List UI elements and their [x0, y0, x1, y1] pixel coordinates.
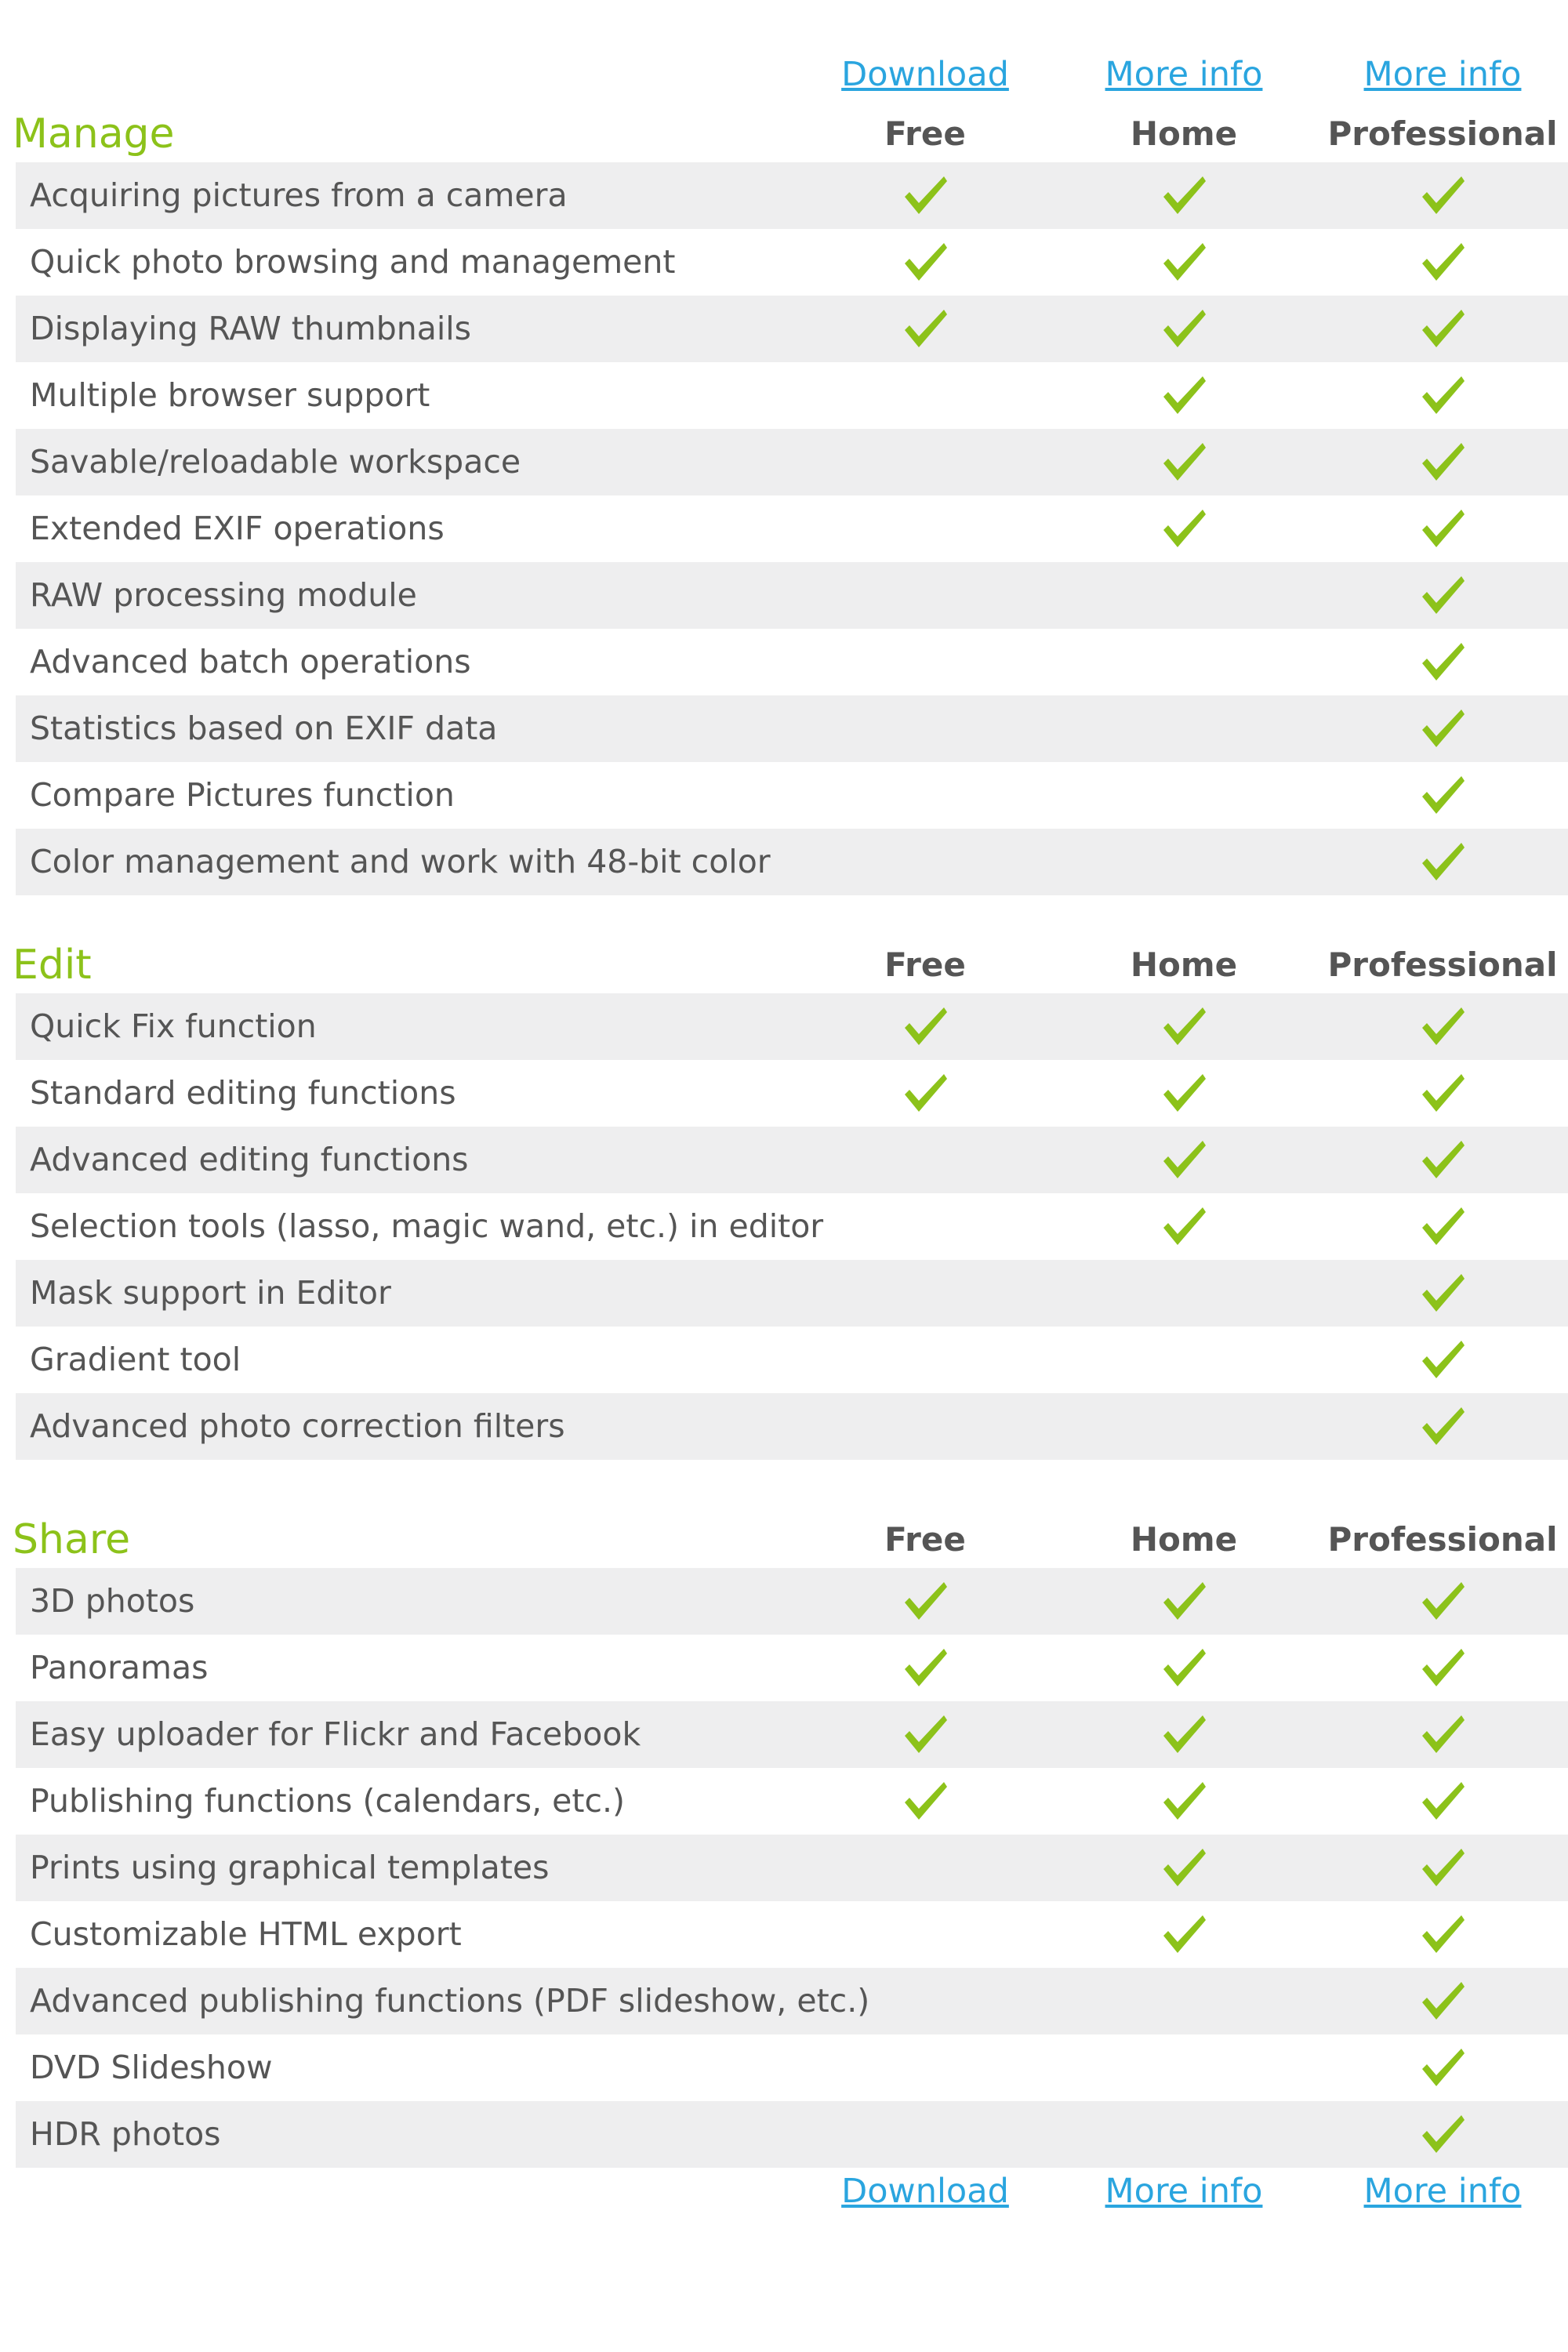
feature-label: Publishing functions (calendars, etc.): [30, 1782, 626, 1820]
cell-free: [792, 1327, 1058, 1393]
checkmark-icon: [1419, 1912, 1466, 1956]
checkmark-icon: [1419, 1712, 1466, 1756]
cell-professional: [1309, 1327, 1568, 1393]
cell-free: [792, 1901, 1058, 1968]
feature-label: Advanced editing functions: [30, 1141, 469, 1178]
table-row: [16, 1835, 1568, 1901]
checkmark-icon: [902, 240, 949, 284]
cell-professional: [1309, 429, 1568, 495]
cell-home: [1051, 629, 1317, 695]
checkmark-icon: [1160, 1204, 1207, 1248]
column-header-professional: Professional: [1327, 114, 1558, 153]
table-row: [16, 296, 1568, 362]
feature-rows: [16, 1568, 1568, 2168]
cell-professional: [1309, 362, 1568, 429]
checkmark-icon: [1160, 1646, 1207, 1690]
feature-label: Savable/reloadable workspace: [30, 443, 521, 481]
cell-free: [792, 362, 1058, 429]
cell-home: [1051, 1193, 1317, 1260]
checkmark-icon: [1419, 773, 1466, 817]
checkmark-icon: [1419, 1138, 1466, 1181]
section-header: [0, 106, 1568, 162]
checkmark-icon: [1419, 640, 1466, 684]
cell-professional: [1309, 762, 1568, 829]
checkmark-icon: [1160, 1779, 1207, 1823]
checkmark-icon: [1160, 506, 1207, 550]
checkmark-icon: [1160, 1004, 1207, 1048]
table-row: [16, 1701, 1568, 1768]
feature-label: Acquiring pictures from a camera: [30, 176, 568, 214]
cell-free: [792, 229, 1058, 296]
cell-home: [1051, 1968, 1317, 2034]
table-row: [16, 362, 1568, 429]
checkmark-icon: [1160, 1912, 1207, 1956]
feature-label: HDR photos: [30, 2115, 221, 2153]
checkmark-icon: [1160, 307, 1207, 350]
top-links-row: [0, 47, 1568, 102]
cell-home: [1051, 1835, 1317, 1901]
checkmark-icon: [1160, 1846, 1207, 1889]
table-row: [16, 695, 1568, 762]
cell-home: [1051, 1901, 1317, 1968]
checkmark-icon: [1160, 240, 1207, 284]
cell-home: [1051, 296, 1317, 362]
section-title: Edit: [13, 942, 92, 989]
table-row: [16, 1393, 1568, 1460]
cell-free: [792, 1193, 1058, 1260]
table-row: [16, 2101, 1568, 2168]
feature-label: Gradient tool: [30, 1341, 241, 1378]
cell-free: [792, 695, 1058, 762]
checkmark-icon: [1419, 2112, 1466, 2156]
table-row: [16, 1635, 1568, 1701]
feature-label: Panoramas: [30, 1649, 209, 1686]
checkmark-icon: [1419, 1071, 1466, 1115]
feature-label: Statistics based on EXIF data: [30, 710, 498, 747]
section-title: Share: [13, 1516, 131, 1563]
cell-professional: [1309, 1968, 1568, 2034]
cell-free: [792, 1768, 1058, 1835]
cell-home: [1051, 1060, 1317, 1127]
checkmark-icon: [1419, 2045, 1466, 2089]
checkmark-icon: [1419, 573, 1466, 617]
cell-home: [1051, 1768, 1317, 1835]
cell-professional: [1309, 629, 1568, 695]
checkmark-icon: [1419, 1979, 1466, 2023]
table-row: [16, 429, 1568, 495]
column-header-free: Free: [884, 114, 966, 153]
cell-home: [1051, 1393, 1317, 1460]
cell-professional: [1309, 1568, 1568, 1635]
table-row: [16, 1901, 1568, 1968]
table-row: [16, 229, 1568, 296]
feature-label: Easy uploader for Flickr and Facebook: [30, 1715, 641, 1753]
feature-label: Customizable HTML export: [30, 1915, 462, 1953]
feature-label: Prints using graphical templates: [30, 1849, 550, 1886]
cell-professional: [1309, 1060, 1568, 1127]
checkmark-icon: [1419, 1338, 1466, 1381]
cell-free: [792, 1701, 1058, 1768]
checkmark-icon: [1419, 1004, 1466, 1048]
checkmark-icon: [1419, 1846, 1466, 1889]
column-header-home: Home: [1130, 1520, 1238, 1559]
table-row: [16, 993, 1568, 1060]
checkmark-icon: [902, 1579, 949, 1623]
checkmark-icon: [902, 1712, 949, 1756]
table-row: [16, 1968, 1568, 2034]
cell-home: [1051, 1260, 1317, 1327]
cell-home: [1051, 695, 1317, 762]
column-header-professional: Professional: [1327, 1520, 1558, 1559]
cell-professional: [1309, 1260, 1568, 1327]
cell-free: [792, 829, 1058, 895]
download-free-link[interactable]: Download: [841, 2172, 1009, 2211]
feature-label: Advanced photo correction filters: [30, 1407, 565, 1445]
cell-free: [792, 1568, 1058, 1635]
cell-free: [792, 2034, 1058, 2101]
cell-professional: [1309, 495, 1568, 562]
cell-free: [792, 993, 1058, 1060]
cell-free: [792, 296, 1058, 362]
checkmark-icon: [902, 1071, 949, 1115]
checkmark-icon: [902, 173, 949, 217]
feature-label: Selection tools (lasso, magic wand, etc.) in editor: [30, 1207, 824, 1245]
feature-label: Mask support in Editor: [30, 1274, 391, 1312]
cell-professional: [1309, 1835, 1568, 1901]
table-row: [16, 629, 1568, 695]
feature-rows: [16, 162, 1568, 895]
cell-home: [1051, 829, 1317, 895]
feature-label: Extended EXIF operations: [30, 510, 445, 547]
cell-professional: [1309, 1393, 1568, 1460]
checkmark-icon: [902, 307, 949, 350]
feature-label: Compare Pictures function: [30, 776, 455, 814]
feature-label: DVD Slideshow: [30, 2049, 273, 2086]
table-row: [16, 1260, 1568, 1327]
cell-home: [1051, 762, 1317, 829]
table-row: [16, 162, 1568, 229]
feature-label: Advanced batch operations: [30, 643, 471, 681]
cell-professional: [1309, 1193, 1568, 1260]
cell-home: [1051, 1701, 1317, 1768]
cell-professional: [1309, 229, 1568, 296]
checkmark-icon: [1419, 706, 1466, 750]
table-row: [16, 495, 1568, 562]
checkmark-icon: [1419, 1271, 1466, 1315]
cell-free: [792, 1260, 1058, 1327]
cell-home: [1051, 993, 1317, 1060]
checkmark-icon: [1419, 1646, 1466, 1690]
cell-free: [792, 762, 1058, 829]
section-share: [0, 1512, 1568, 2168]
cell-free: [792, 429, 1058, 495]
cell-home: [1051, 429, 1317, 495]
section-title: Manage: [13, 111, 175, 158]
cell-free: [792, 1835, 1058, 1901]
cell-free: [792, 1635, 1058, 1701]
more-info-home-link[interactable]: More info: [1105, 2172, 1263, 2211]
more-info-home-link[interactable]: More info: [1105, 55, 1263, 94]
cell-home: [1051, 229, 1317, 296]
section-manage: [0, 106, 1568, 895]
checkmark-icon: [902, 1004, 949, 1048]
cell-home: [1051, 495, 1317, 562]
checkmark-icon: [1160, 1579, 1207, 1623]
table-row: [16, 1060, 1568, 1127]
cell-free: [792, 562, 1058, 629]
checkmark-icon: [1160, 440, 1207, 484]
cell-free: [792, 2101, 1058, 2168]
checkmark-icon: [1160, 1138, 1207, 1181]
column-header-free: Free: [884, 946, 966, 984]
cell-free: [792, 495, 1058, 562]
cell-home: [1051, 562, 1317, 629]
checkmark-icon: [1160, 373, 1207, 417]
table-row: [16, 1327, 1568, 1393]
download-free-link[interactable]: Download: [841, 55, 1009, 94]
feature-label: Advanced publishing functions (PDF slideshow, etc.): [30, 1982, 870, 2020]
feature-label: Color management and work with 48-bit color: [30, 843, 771, 880]
feature-label: Multiple browser support: [30, 376, 430, 414]
bottom-links-row: [0, 2164, 1568, 2219]
checkmark-icon: [1419, 506, 1466, 550]
feature-label: Displaying RAW thumbnails: [30, 310, 472, 347]
cell-professional: [1309, 2101, 1568, 2168]
cell-home: [1051, 1635, 1317, 1701]
cell-professional: [1309, 1701, 1568, 1768]
column-header-professional: Professional: [1327, 946, 1558, 984]
cell-free: [792, 1393, 1058, 1460]
cell-home: [1051, 162, 1317, 229]
cell-professional: [1309, 695, 1568, 762]
cell-professional: [1309, 1901, 1568, 1968]
table-row: [16, 1193, 1568, 1260]
cell-free: [792, 162, 1058, 229]
feature-label: RAW processing module: [30, 576, 417, 614]
table-row: [16, 1768, 1568, 1835]
cell-home: [1051, 1568, 1317, 1635]
table-row: [16, 762, 1568, 829]
checkmark-icon: [902, 1779, 949, 1823]
section-header: [0, 937, 1568, 993]
checkmark-icon: [1419, 1204, 1466, 1248]
cell-professional: [1309, 1768, 1568, 1835]
checkmark-icon: [1419, 307, 1466, 350]
table-row: [16, 829, 1568, 895]
cell-professional: [1309, 2034, 1568, 2101]
feature-rows: [16, 993, 1568, 1460]
cell-professional: [1309, 993, 1568, 1060]
checkmark-icon: [1160, 1712, 1207, 1756]
checkmark-icon: [1419, 373, 1466, 417]
table-row: [16, 2034, 1568, 2101]
cell-professional: [1309, 296, 1568, 362]
feature-label: Quick Fix function: [30, 1007, 317, 1045]
checkmark-icon: [1419, 1779, 1466, 1823]
checkmark-icon: [1419, 240, 1466, 284]
feature-label: 3D photos: [30, 1582, 195, 1620]
cell-home: [1051, 2101, 1317, 2168]
cell-free: [792, 1968, 1058, 2034]
checkmark-icon: [1419, 1404, 1466, 1448]
cell-professional: [1309, 162, 1568, 229]
cell-free: [792, 1060, 1058, 1127]
table-row: [16, 562, 1568, 629]
cell-home: [1051, 1127, 1317, 1193]
cell-home: [1051, 362, 1317, 429]
cell-professional: [1309, 562, 1568, 629]
section-header: [0, 1512, 1568, 1568]
cell-free: [792, 629, 1058, 695]
column-header-free: Free: [884, 1520, 966, 1559]
cell-professional: [1309, 1635, 1568, 1701]
checkmark-icon: [1160, 173, 1207, 217]
feature-label: Standard editing functions: [30, 1074, 456, 1112]
checkmark-icon: [1419, 840, 1466, 884]
cell-home: [1051, 1327, 1317, 1393]
table-row: [16, 1568, 1568, 1635]
cell-professional: [1309, 829, 1568, 895]
more-info-professional-link[interactable]: More info: [1363, 55, 1522, 94]
checkmark-icon: [1419, 173, 1466, 217]
checkmark-icon: [1419, 440, 1466, 484]
section-edit: [0, 937, 1568, 1460]
checkmark-icon: [1160, 1071, 1207, 1115]
cell-home: [1051, 2034, 1317, 2101]
cell-free: [792, 1127, 1058, 1193]
column-header-home: Home: [1130, 114, 1238, 153]
cell-professional: [1309, 1127, 1568, 1193]
checkmark-icon: [1419, 1579, 1466, 1623]
feature-label: Quick photo browsing and management: [30, 243, 676, 281]
column-header-home: Home: [1130, 946, 1238, 984]
more-info-professional-link[interactable]: More info: [1363, 2172, 1522, 2211]
table-row: [16, 1127, 1568, 1193]
checkmark-icon: [902, 1646, 949, 1690]
